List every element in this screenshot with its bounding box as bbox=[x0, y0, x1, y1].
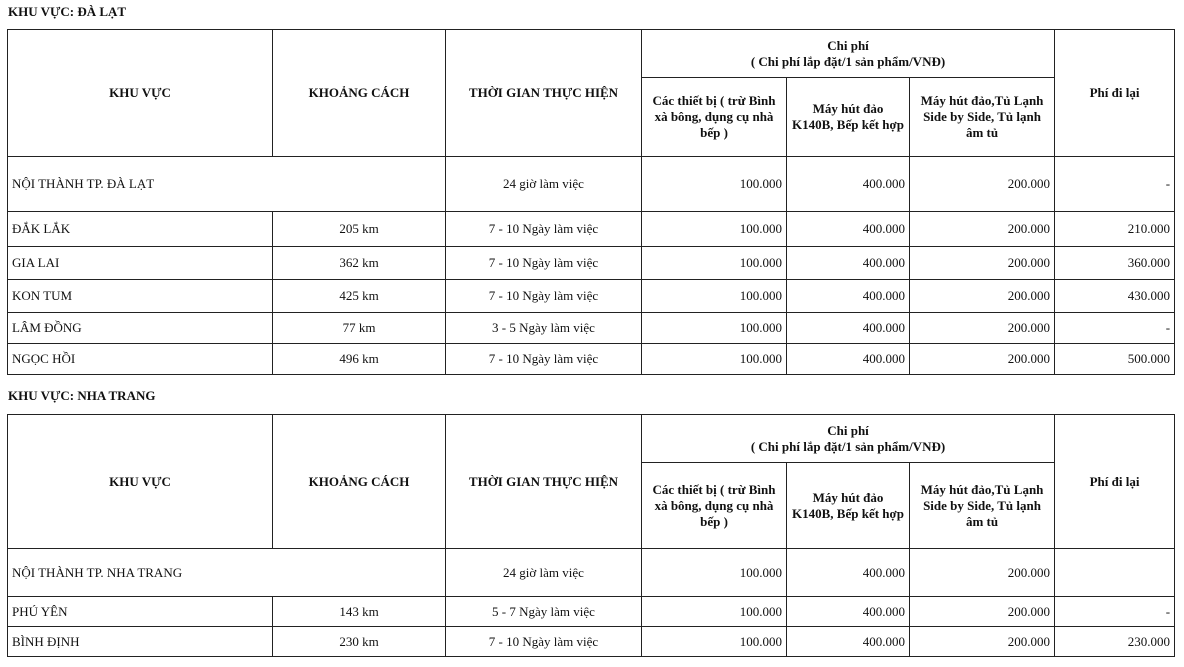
header-travel: Phí đi lại bbox=[1055, 415, 1175, 549]
cell-devices: 100.000 bbox=[642, 247, 787, 280]
cell-travel: - bbox=[1055, 597, 1175, 627]
table-row bbox=[8, 549, 1175, 597]
table-row bbox=[8, 212, 1175, 247]
cell-region: PHÚ YÊN bbox=[8, 597, 273, 627]
cell-distance: 496 km bbox=[273, 344, 446, 375]
cell-travel: 500.000 bbox=[1055, 344, 1175, 375]
cell-region: NGỌC HỒI bbox=[8, 344, 273, 375]
cell-distance: 362 km bbox=[273, 247, 446, 280]
cell-hood: 400.000 bbox=[787, 247, 910, 280]
header-region: KHU VỰC bbox=[8, 30, 273, 157]
header-fridge: Máy hút đảo,Tủ Lạnh Side by Side, Tủ lạnh âm tủ bbox=[910, 463, 1055, 549]
cell-travel: 210.000 bbox=[1055, 212, 1175, 247]
cell-travel: - bbox=[1055, 313, 1175, 344]
cell-devices: 100.000 bbox=[642, 157, 787, 212]
cell-fridge: 200.000 bbox=[910, 212, 1055, 247]
cell-region: NỘI THÀNH TP. ĐÀ LẠT bbox=[8, 157, 446, 212]
cell-fridge: 200.000 bbox=[910, 247, 1055, 280]
table-row bbox=[8, 280, 1175, 313]
cell-region: NỘI THÀNH TP. NHA TRANG bbox=[8, 549, 446, 597]
header-cost-title: Chi phí bbox=[827, 422, 869, 438]
header-devices: Các thiết bị ( trừ Bình xà bông, dụng cụ nhà bếp ) bbox=[642, 78, 787, 157]
pricing-table-nha-trang bbox=[7, 414, 1175, 657]
cell-time: 7 - 10 Ngày làm việc bbox=[446, 247, 642, 280]
cell-hood: 400.000 bbox=[787, 157, 910, 212]
table-row bbox=[8, 597, 1175, 627]
section-title-da-lat: KHU VỰC: ĐÀ LẠT bbox=[8, 4, 127, 19]
header-cost-subtitle: ( Chi phí lắp đặt/1 sản phẩm/VNĐ) bbox=[750, 438, 946, 454]
cell-time: 7 - 10 Ngày làm việc bbox=[446, 627, 642, 657]
cell-time: 24 giờ làm việc bbox=[446, 157, 642, 212]
header-cost bbox=[642, 30, 1055, 78]
header-distance: KHOẢNG CÁCH bbox=[273, 30, 446, 157]
cell-distance: 205 km bbox=[273, 212, 446, 247]
cell-distance: 143 km bbox=[273, 597, 446, 627]
cell-fridge: 200.000 bbox=[910, 280, 1055, 313]
cell-time: 5 - 7 Ngày làm việc bbox=[446, 597, 642, 627]
cell-time: 24 giờ làm việc bbox=[446, 549, 642, 597]
header-hood: Máy hút đảo K140B, Bếp kết hợp bbox=[787, 463, 910, 549]
cell-devices: 100.000 bbox=[642, 280, 787, 313]
cell-fridge: 200.000 bbox=[910, 597, 1055, 627]
cell-region: GIA LAI bbox=[8, 247, 273, 280]
cell-travel: 230.000 bbox=[1055, 627, 1175, 657]
section-title-nha-trang: KHU VỰC: NHA TRANG bbox=[8, 388, 156, 403]
cell-fridge: 200.000 bbox=[910, 313, 1055, 344]
cell-region: LÂM ĐỒNG bbox=[8, 313, 273, 344]
header-devices: Các thiết bị ( trừ Bình xà bông, dụng cụ nhà bếp ) bbox=[642, 463, 787, 549]
cell-devices: 100.000 bbox=[642, 627, 787, 657]
header-cost bbox=[642, 415, 1055, 463]
table-row bbox=[8, 157, 1175, 212]
cell-time: 7 - 10 Ngày làm việc bbox=[446, 212, 642, 247]
header-fridge: Máy hút đảo,Tủ Lạnh Side by Side, Tủ lạnh âm tủ bbox=[910, 78, 1055, 157]
cell-travel bbox=[1055, 549, 1175, 597]
cell-hood: 400.000 bbox=[787, 627, 910, 657]
cell-distance: 425 km bbox=[273, 280, 446, 313]
cell-region: KON TUM bbox=[8, 280, 273, 313]
header-time: THỜI GIAN THỰC HIỆN bbox=[446, 30, 642, 157]
cell-region: ĐẮK LẮK bbox=[8, 212, 273, 247]
header-travel: Phí đi lại bbox=[1055, 30, 1175, 157]
table-row bbox=[8, 313, 1175, 344]
table-row bbox=[8, 344, 1175, 375]
cell-fridge: 200.000 bbox=[910, 627, 1055, 657]
cell-region: BÌNH ĐỊNH bbox=[8, 627, 273, 657]
cell-devices: 100.000 bbox=[642, 313, 787, 344]
header-hood: Máy hút đảo K140B, Bếp kết hợp bbox=[787, 78, 910, 157]
cell-travel: - bbox=[1055, 157, 1175, 212]
cell-time: 7 - 10 Ngày làm việc bbox=[446, 280, 642, 313]
table-row bbox=[8, 627, 1175, 657]
cell-hood: 400.000 bbox=[787, 597, 910, 627]
cell-time: 7 - 10 Ngày làm việc bbox=[446, 344, 642, 375]
table-row bbox=[8, 247, 1175, 280]
header-time: THỜI GIAN THỰC HIỆN bbox=[446, 415, 642, 549]
header-distance: KHOẢNG CÁCH bbox=[273, 415, 446, 549]
cell-hood: 400.000 bbox=[787, 280, 910, 313]
cell-hood: 400.000 bbox=[787, 344, 910, 375]
cell-fridge: 200.000 bbox=[910, 344, 1055, 375]
header-cost-title: Chi phí bbox=[827, 37, 869, 53]
cell-devices: 100.000 bbox=[642, 549, 787, 597]
cell-devices: 100.000 bbox=[642, 344, 787, 375]
cell-hood: 400.000 bbox=[787, 549, 910, 597]
cell-time: 3 - 5 Ngày làm việc bbox=[446, 313, 642, 344]
cell-distance: 230 km bbox=[273, 627, 446, 657]
header-cost-subtitle: ( Chi phí lắp đặt/1 sản phẩm/VNĐ) bbox=[750, 53, 946, 69]
header-region: KHU VỰC bbox=[8, 415, 273, 549]
cell-travel: 360.000 bbox=[1055, 247, 1175, 280]
cell-devices: 100.000 bbox=[642, 597, 787, 627]
cell-fridge: 200.000 bbox=[910, 549, 1055, 597]
cell-hood: 400.000 bbox=[787, 313, 910, 344]
cell-devices: 100.000 bbox=[642, 212, 787, 247]
cell-hood: 400.000 bbox=[787, 212, 910, 247]
cell-fridge: 200.000 bbox=[910, 157, 1055, 212]
cell-distance: 77 km bbox=[273, 313, 446, 344]
pricing-table-da-lat bbox=[7, 29, 1175, 375]
cell-travel: 430.000 bbox=[1055, 280, 1175, 313]
